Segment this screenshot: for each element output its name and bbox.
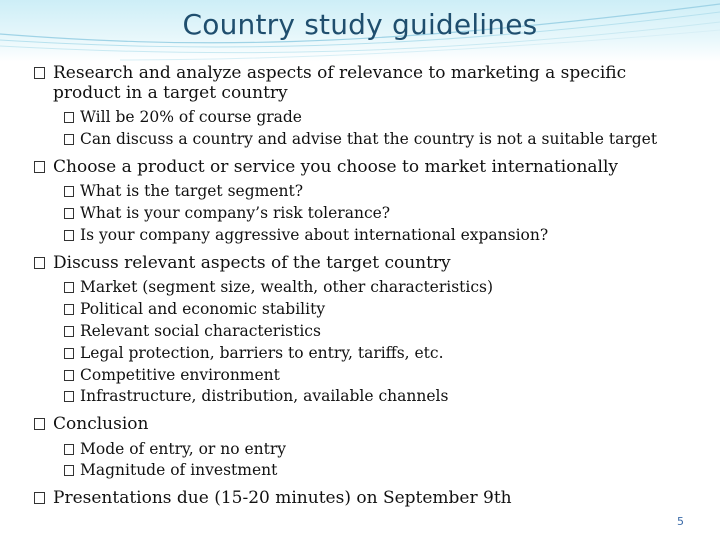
slide-content: [34, 62, 704, 509]
sub-bullet: [64, 323, 704, 341]
sub-bullet: [64, 227, 704, 245]
square-bullet-icon: [64, 391, 74, 402]
sub-bullet-text: Competitive environment: [80, 365, 280, 384]
sub-bullet-text: Can discuss a country and advise that the country is not a suitable target: [80, 129, 658, 148]
sub-bullet-text: Will be 20% of course grade: [80, 108, 302, 127]
sub-bullet: [64, 301, 704, 319]
bullet-conclusion-text: Conclusion: [53, 414, 149, 435]
bullet-research-line1: Research and analyze aspects of relevance to marketing a specific: [53, 63, 627, 83]
sub-bullet: [64, 388, 704, 406]
slide-title: Country study guidelines: [182, 8, 538, 41]
sub-bullet: [64, 183, 704, 201]
bullet-research: [34, 64, 704, 103]
sub-bullet: [64, 131, 704, 149]
square-bullet-icon: [34, 67, 45, 79]
sub-bullet-text: What is the target segment?: [80, 182, 304, 201]
sub-bullet-text: Relevant social characteristics: [80, 321, 321, 340]
page-number: 5: [677, 515, 684, 528]
bullet-presentations-text: Presentations due (15-20 minutes) on September 9th: [53, 488, 512, 509]
square-bullet-icon: [64, 304, 74, 315]
sub-bullet-text: Political and economic stability: [80, 300, 326, 319]
sub-bullet: [64, 367, 704, 385]
square-bullet-icon: [34, 418, 45, 430]
square-bullet-icon: [64, 348, 74, 359]
square-bullet-icon: [64, 186, 74, 197]
square-bullet-icon: [64, 112, 74, 123]
bullet-discuss: [34, 254, 704, 274]
square-bullet-icon: [64, 444, 74, 455]
square-bullet-icon: [64, 370, 74, 381]
bullet-choose: [34, 158, 704, 178]
square-bullet-icon: [64, 326, 74, 337]
sub-bullet-text: Is your company aggressive about international expansion?: [80, 225, 549, 244]
sub-bullet: [64, 205, 704, 223]
sub-bullet-text: Mode of entry, or no entry: [80, 439, 287, 458]
sub-bullet: [64, 441, 704, 459]
bullet-discuss-text: Discuss relevant aspects of the target country: [53, 252, 451, 273]
sub-bullet-text: Infrastructure, distribution, available channels: [80, 387, 449, 406]
bullet-conclusion: [34, 415, 704, 435]
sub-bullet-text: Magnitude of investment: [80, 461, 278, 480]
square-bullet-icon: [34, 492, 45, 504]
sub-bullet-text: Market (segment size, wealth, other characteristics): [80, 278, 494, 297]
bullet-choose-text: Choose a product or service you choose to market internationally: [53, 156, 619, 177]
square-bullet-icon: [64, 230, 74, 241]
sub-bullet: [64, 345, 704, 363]
square-bullet-icon: [34, 257, 45, 269]
bullet-research-line2: product in a target country: [53, 82, 288, 103]
square-bullet-icon: [64, 208, 74, 219]
square-bullet-icon: [34, 161, 45, 173]
bullet-presentations: [34, 489, 704, 509]
sub-bullet-text: What is your company’s risk tolerance?: [80, 204, 391, 223]
sub-bullet: [64, 109, 704, 127]
sub-bullet-text: Legal protection, barriers to entry, tariffs, etc.: [80, 343, 444, 362]
sub-bullet: [64, 462, 704, 480]
sub-bullet: [64, 279, 704, 297]
square-bullet-icon: [64, 134, 74, 145]
square-bullet-icon: [64, 282, 74, 293]
square-bullet-icon: [64, 465, 74, 476]
